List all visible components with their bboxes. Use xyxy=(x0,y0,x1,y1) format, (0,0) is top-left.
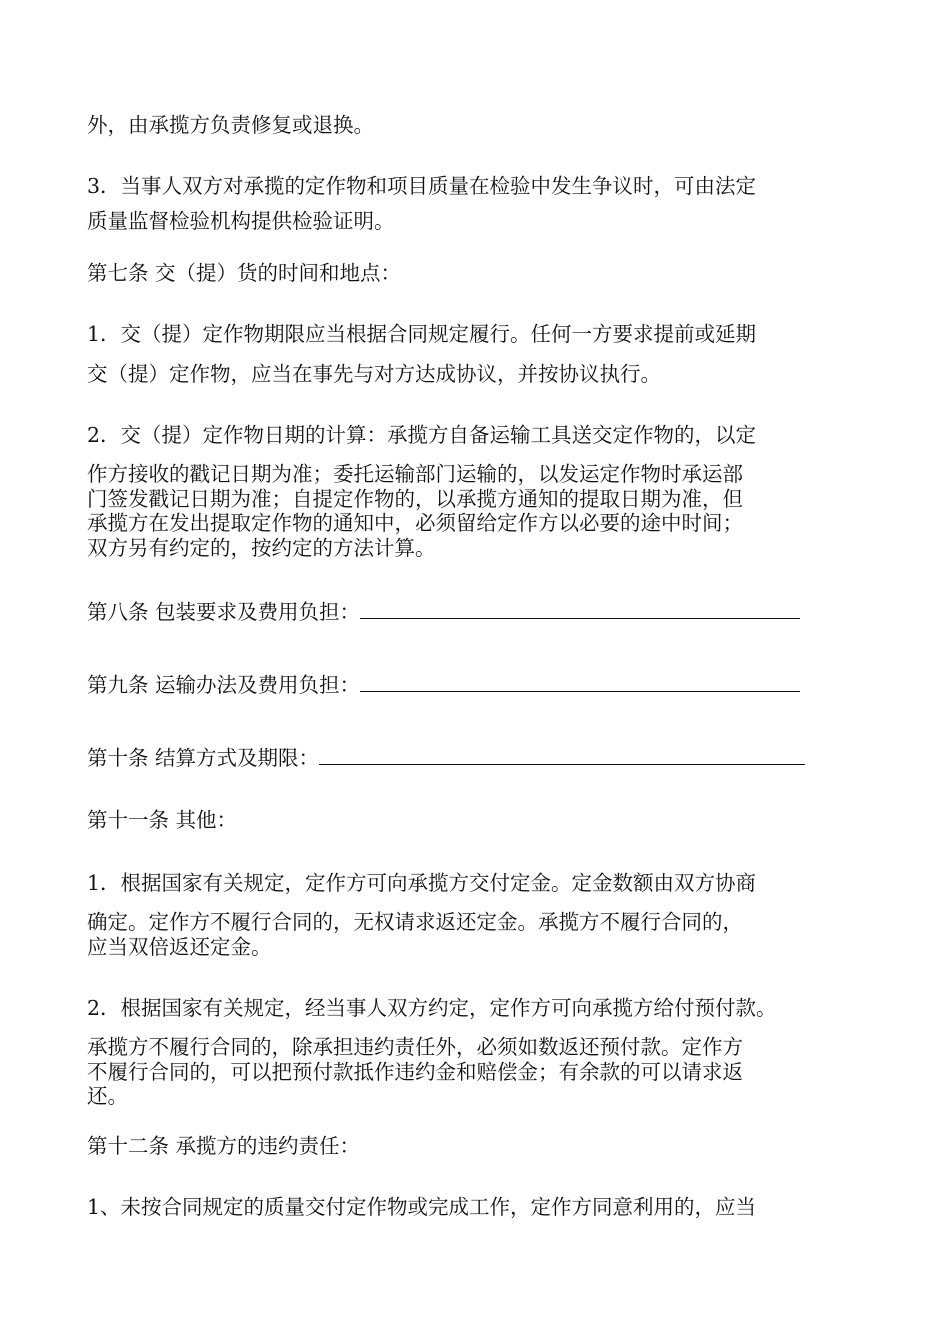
clause-line: 2．交（提）定作物日期的计算：承揽方自备运输工具送交定作物的，以定 xyxy=(87,423,757,447)
fill-in-blank[interactable] xyxy=(319,744,805,765)
clause-line: 应当双倍返还定金。 xyxy=(87,935,272,959)
clause-line: 承揽方在发出提取定作物的通知中，必须留给定作方以必要的途中时间； xyxy=(87,511,743,535)
clause-line: 确定。定作方不履行合同的，无权请求返还定金。承揽方不履行合同的， xyxy=(87,910,743,934)
clause-line: 还。 xyxy=(87,1084,128,1108)
article-heading: 第七条 交（提）货的时间和地点： xyxy=(87,261,402,285)
article-heading: 第十二条 承揽方的违约责任： xyxy=(87,1134,361,1158)
clause-line: 质量监督检验机构提供检验证明。 xyxy=(87,209,395,233)
article-heading-with-blank xyxy=(87,744,877,770)
clause-line: 交（提）定作物，应当在事先与对方达成协议，并按协议执行。 xyxy=(87,362,661,386)
fill-in-blank[interactable] xyxy=(360,598,800,619)
clause-line: 双方另有约定的，按约定的方法计算。 xyxy=(87,536,436,560)
article-heading-with-blank xyxy=(87,598,877,624)
clause-line: 作方接收的戳记日期为准；委托运输部门运输的，以发运定作物时承运部 xyxy=(87,462,743,486)
clause-line: 1．根据国家有关规定，定作方可向承揽方交付定金。定金数额由双方协商 xyxy=(87,871,757,895)
article-label: 第十条 结算方式及期限： xyxy=(87,746,320,770)
fill-in-blank[interactable] xyxy=(360,671,800,692)
article-heading: 第十一条 其他： xyxy=(87,808,238,832)
clause-line: 外，由承揽方负责修复或退换。 xyxy=(87,113,374,137)
clause-line: 1、未按合同规定的质量交付定作物或完成工作，定作方同意利用的，应当 xyxy=(87,1195,757,1219)
clause-line: 门签发戳记日期为准；自提定作物的，以承揽方通知的提取日期为准，但 xyxy=(87,487,743,511)
clause-line: 承揽方不履行合同的，除承担违约责任外，必须如数返还预付款。定作方 xyxy=(87,1035,743,1059)
clause-line: 3．当事人双方对承揽的定作物和项目质量在检验中发生争议时，可由法定 xyxy=(87,174,757,198)
clause-line: 不履行合同的，可以把预付款抵作违约金和赔偿金；有余款的可以请求返 xyxy=(87,1060,743,1084)
clause-line: 2．根据国家有关规定，经当事人双方约定，定作方可向承揽方给付预付款。 xyxy=(87,996,777,1020)
article-label: 第八条 包装要求及费用负担： xyxy=(87,600,361,624)
clause-line: 1．交（提）定作物期限应当根据合同规定履行。任何一方要求提前或延期 xyxy=(87,322,757,346)
article-heading-with-blank xyxy=(87,671,877,697)
article-label: 第九条 运输办法及费用负担： xyxy=(87,673,361,697)
